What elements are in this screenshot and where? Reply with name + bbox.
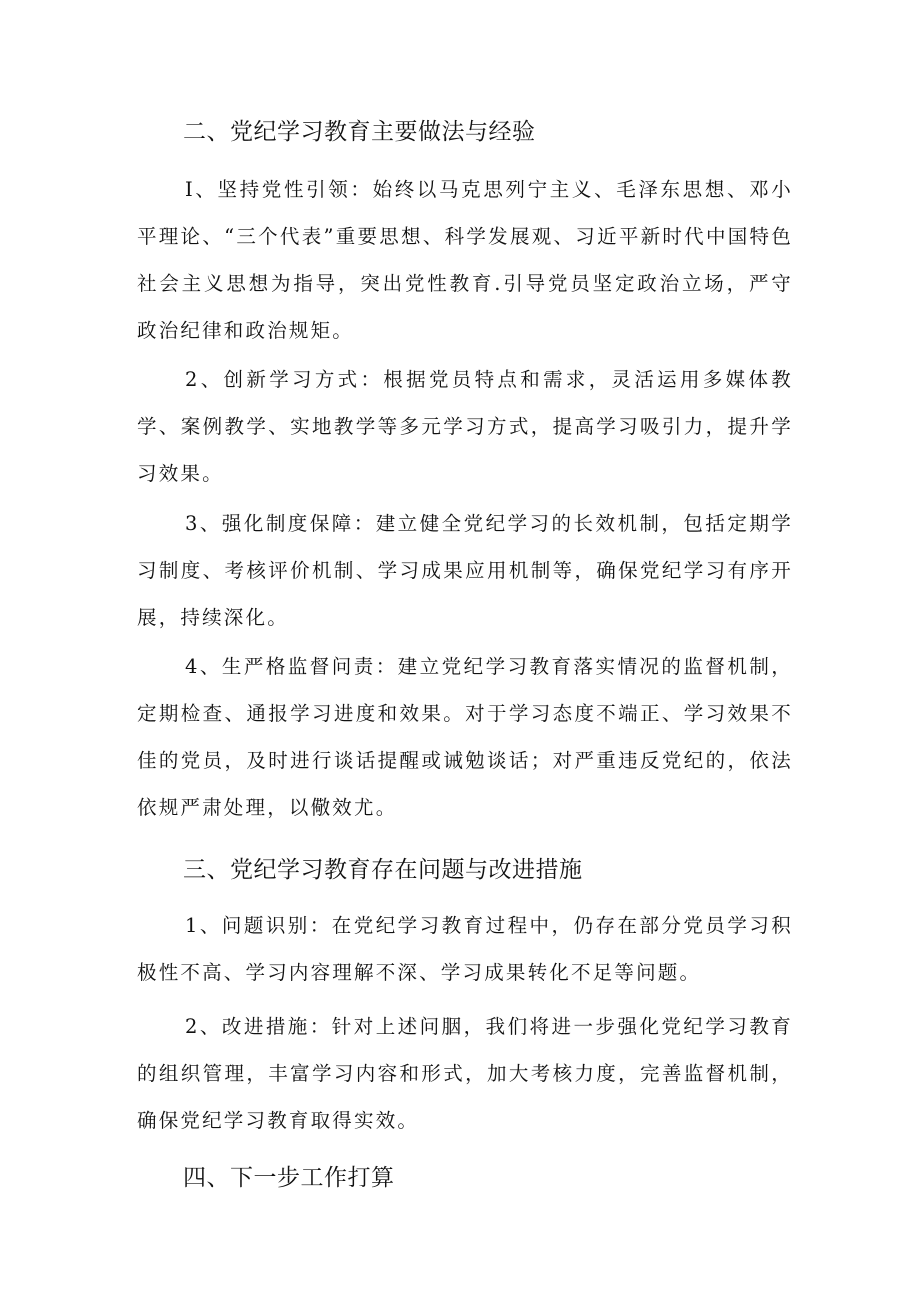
section-heading-4: 四、下一步工作打算 bbox=[183, 1165, 395, 1191]
paragraph-2-2: 2、创新学习方式：根据党员特点和需求，灵活运用多媒体教学、案例教学、实地教学等多元学习方式，提高学习吸引力，提升学习效果。 bbox=[137, 368, 793, 485]
paragraph-3-2: 2、改进措施：针对上述问胭，我们将进一步强化党纪学习教育的组织管理，丰富学习内容和形式，加大考核力度，完善监督机制，确保党纪学习教育取得实效。 bbox=[137, 1015, 793, 1132]
section-heading-3: 三、党纪学习教育存在问题与改进措施 bbox=[183, 857, 583, 883]
paragraph-2-3: 3、强化制度保障：建立健全党纪学习的长效机制，包括定期学习制度、考核评价机制、学习成果应用机制等，确保党纪学习有序开展，持续深化。 bbox=[137, 512, 793, 629]
paragraph-2-4: 4、生严格监督问责：建立党纪学习教育落实情况的监督机制，定期检查、通报学习进度和效果。对于学习态度不端正、学习效果不佳的党员，及时进行谈话提醒或诫勉谈话；对严重违反党纪的，依法依规严肃处理，以儆效尤。 bbox=[137, 655, 793, 819]
section-heading-2: 二、党纪学习教育主要做法与经验 bbox=[183, 119, 536, 145]
paragraph-3-1: 1、问题识别：在党纪学习教育过程中，仍存在部分党员学习积极性不高、学习内容理解不深、学习成果转化不足等问题。 bbox=[137, 914, 793, 984]
paragraph-2-1: I、坚持党性引领：始终以马克思列宁主义、毛泽东思想、邓小平理论、“三个代表”重要思想、科学发展观、习近平新时代中国特色社会主义思想为指导，突出党性教育.引导党员坚定政治立场，严守政治纪律和政治规矩。 bbox=[137, 178, 793, 342]
